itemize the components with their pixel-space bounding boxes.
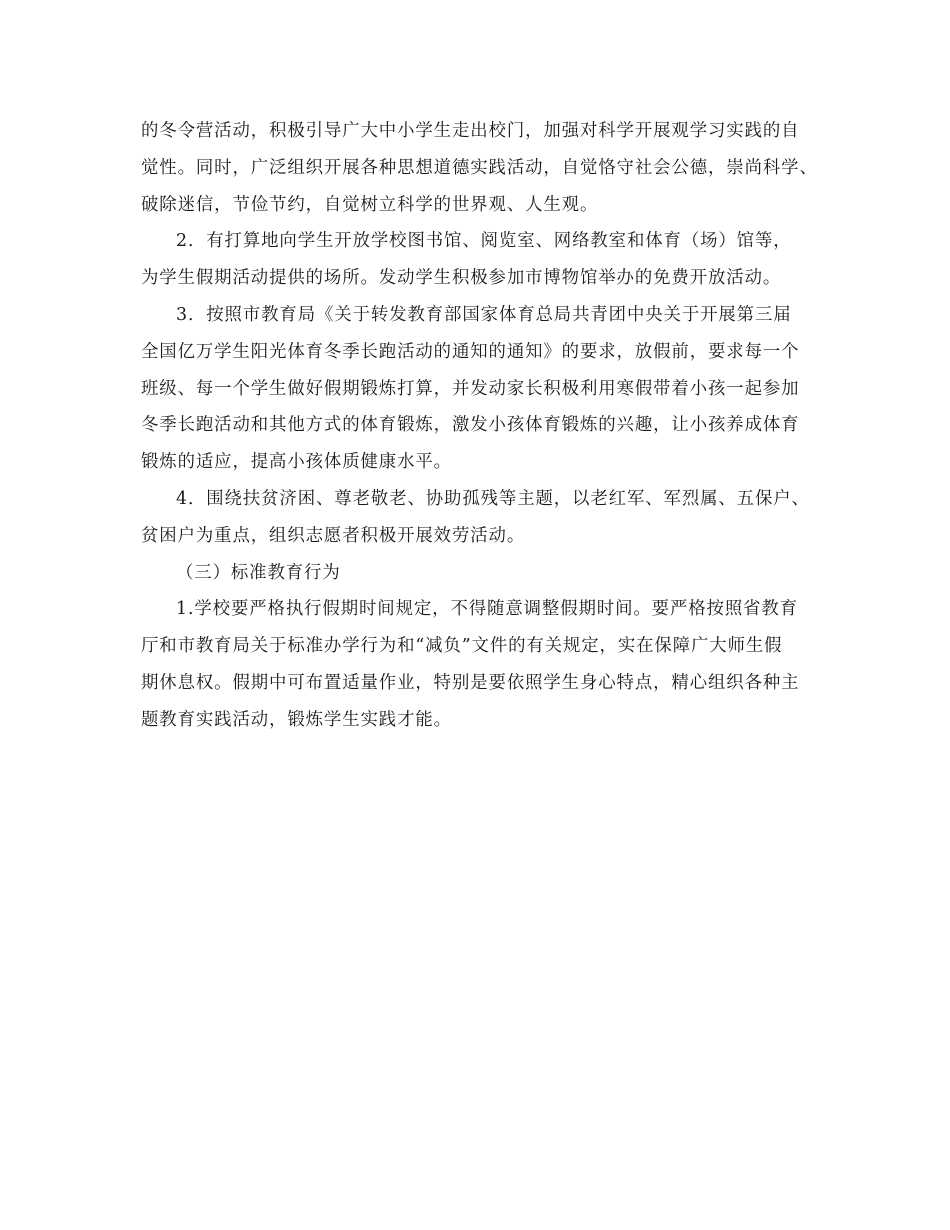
text-line: 厅和市教育局关于标准办学行为和“减负”文件的有关规定，实在保障广大师生假 [141,636,783,657]
text-line: 锻炼的适应，提高小孩体质健康水平。 [141,452,452,473]
text-line: 的冬令营活动，积极引导广大中小学生走出校门，加强对科学开展观学习实践的自 [141,121,800,141]
list-item-1: 1.学校要严格执行假期时间规定，不得随意调整假期时间。要严格按照省教育 [176,599,798,620]
text-line: 觉性。同时，广泛组织开展各种思想道德实践活动，自觉恪守社会公德，崇尚科学、 [141,157,818,178]
section-heading: （三）标准教育行为 [176,562,341,583]
document-body [141,113,816,739]
text-line: 贫困户为重点，组织志愿者积极开展效劳活动。 [141,525,526,546]
list-item-2: 2．有打算地向学生开放学校图书馆、阅览室、网络教室和体育（场）馆等， [176,231,792,252]
list-item-3: 3．按照市教育局《关于转发教育部国家体育总局共青团中央关于开展第三届 [176,304,792,325]
text-line: 班级、每一个学生做好假期锻炼打算，并发动家长积极利用寒假带着小孩一起参加 [141,378,800,399]
text-line: 题教育实践活动，锻炼学生实践才能。 [141,709,452,730]
text-line: 破除迷信，节俭节约，自觉树立科学的世界观、人生观。 [141,194,599,215]
text-line: 期休息权。假期中可布置适量作业，特别是要依照学生身心特点，精心组织各种主 [141,672,800,693]
list-item-4: 4．围绕扶贫济困、尊老敬老、协助孤残等主题，以老红军、军烈属、五保户、 [176,488,810,509]
text-line: 为学生假期活动提供的场所。发动学生积极参加市博物馆举办的免费开放活动。 [141,268,782,289]
text-line: 冬季长跑活动和其他方式的体育锻炼，激发小孩体育锻炼的兴趣，让小孩养成体育 [141,415,800,436]
text-line: 全国亿万学生阳光体育冬季长跑活动的通知的通知》的要求，放假前，要求每一个 [141,341,800,362]
